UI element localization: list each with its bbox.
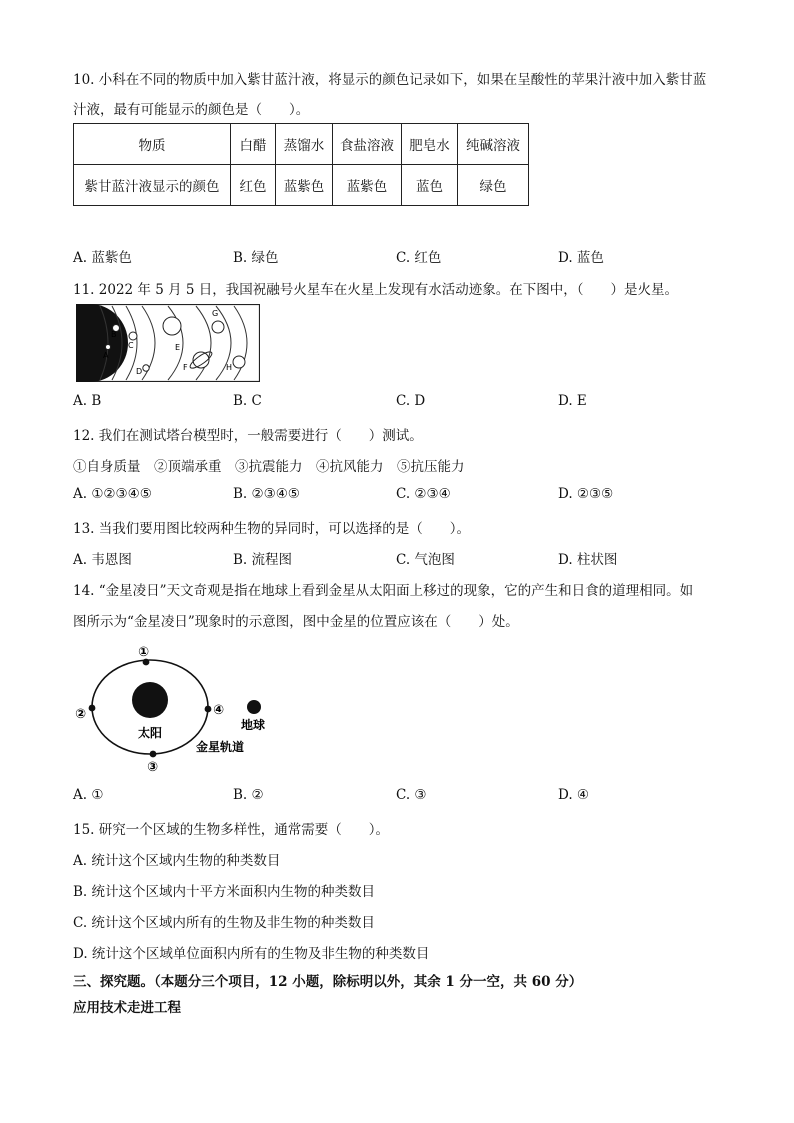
earth-icon [247,700,261,714]
table-cell: 白醋 [231,124,276,165]
q11-option-d[interactable]: D. E [558,393,587,409]
planet-label-c: C [128,341,134,350]
venus-transit-figure [70,638,290,778]
planet-label-f: F [183,363,188,372]
sun-icon [132,682,168,718]
q12-option-c[interactable]: C. ②③④ [396,486,451,502]
q13-option-d[interactable]: D. 柱状图 [558,552,618,568]
planet-label-a: A [103,351,109,360]
position-2-label: ② [75,707,87,722]
q10-option-d[interactable]: D. 蓝色 [558,250,604,266]
q12-stem: 12. 我们在测试塔台模型时，一般需要进行（ ）测试。 [73,428,423,444]
table-cell: 肥皂水 [402,124,458,165]
q14-stem-line2: 图所示为“金星凌日”现象时的示意图，图中金星的位置应该在（ ）处。 [73,614,519,630]
q12-option-d[interactable]: D. ②③⑤ [558,486,614,502]
table-row [74,165,529,206]
q15-stem: 15. 研究一个区域的生物多样性，通常需要（ ）。 [73,822,390,838]
q14-option-b[interactable]: B. ② [233,787,264,803]
q15-option-a[interactable]: A. 统计这个区域内生物的种类数目 [73,853,281,869]
q13-option-b[interactable]: B. 流程图 [233,552,293,568]
position-3-label: ③ [147,760,159,775]
table-cell: 蒸馏水 [276,124,333,165]
earth-label: 地球 [241,718,266,732]
q10-option-a[interactable]: A. 蓝紫色 [73,250,132,266]
section-title: 三、探究题。（本题分三个项目，12 小题，除标明以外，其余 1 分一空，共 60 分） [73,974,583,990]
sun-label: 太阳 [138,726,163,740]
planet-label-g: G [212,309,219,318]
q15-option-d[interactable]: D. 统计这个区域单位面积内所有的生物及非生物的种类数目 [73,946,430,962]
orbit-label: 金星轨道 [196,740,245,754]
q15-option-b[interactable]: B. 统计这个区域内十平方米面积内生物的种类数目 [73,884,376,900]
table-cell: 红色 [231,165,276,206]
q12-items: ①自身质量 ②顶端承重 ③抗震能力 ④抗风能力 ⑤抗压能力 [73,459,465,475]
table-cell: 蓝紫色 [276,165,333,206]
planet-label-h: H [226,363,233,372]
table-cell: 食盐溶液 [333,124,402,165]
position-4-label: ④ [213,703,225,718]
q11-option-b[interactable]: B. C [233,393,262,409]
table-row [74,124,529,165]
q14-option-d[interactable]: D. ④ [558,787,590,803]
table-cell: 物质 [74,124,231,165]
q13-option-a[interactable]: A. 韦恩图 [73,552,132,568]
q11-stem: 11. 2022 年 5 月 5 日，我国祝融号火星车在火星上发现有水活动迹象。在下图中，（ ）是火星。 [73,282,679,298]
q14-option-a[interactable]: A. ① [73,787,104,803]
solar-system-figure [76,304,260,382]
planet-label-d: D [136,367,143,376]
position-1-label: ① [138,645,150,660]
table-cell: 蓝紫色 [333,165,402,206]
q10-option-b[interactable]: B. 绿色 [233,250,279,266]
table-cell: 纯碱溶液 [458,124,529,165]
q10-option-c[interactable]: C. 红色 [396,250,442,266]
q11-option-c[interactable]: C. D [396,393,426,409]
q14-stem-line1: 14. “金星凌日”天文奇观是指在地球上看到金星从太阳面上移过的现象，它的产生和日食的道理相同。如 [73,583,694,599]
q10-stem-line2: 汁液，最有可能显示的颜色是（ ）。 [73,102,310,118]
q10-stem-line1: 10. 小科在不同的物质中加入紫甘蓝汁液，将显示的颜色记录如下，如果在呈酸性的苹果汁液中加入紫甘蓝 [73,72,707,88]
q11-option-a[interactable]: A. B [73,393,102,409]
q14-option-c[interactable]: C. ③ [396,787,427,803]
q12-option-b[interactable]: B. ②③④⑤ [233,486,300,502]
planet-label-e: E [175,343,181,352]
q13-option-c[interactable]: C. 气泡图 [396,552,455,568]
section-subtitle: 应用技术走进工程 [73,1000,181,1016]
table-cell: 蓝色 [402,165,458,206]
planet-label-b: B [111,330,117,339]
q13-stem: 13. 当我们要用图比较两种生物的异同时，可以选择的是（ ）。 [73,521,471,537]
q12-option-a[interactable]: A. ①②③④⑤ [73,486,152,502]
q10-color-table [73,123,529,206]
table-cell: 绿色 [458,165,529,206]
table-cell: 紫甘蓝汁液显示的颜色 [74,165,231,206]
q15-option-c[interactable]: C. 统计这个区域内所有的生物及非生物的种类数目 [73,915,375,931]
